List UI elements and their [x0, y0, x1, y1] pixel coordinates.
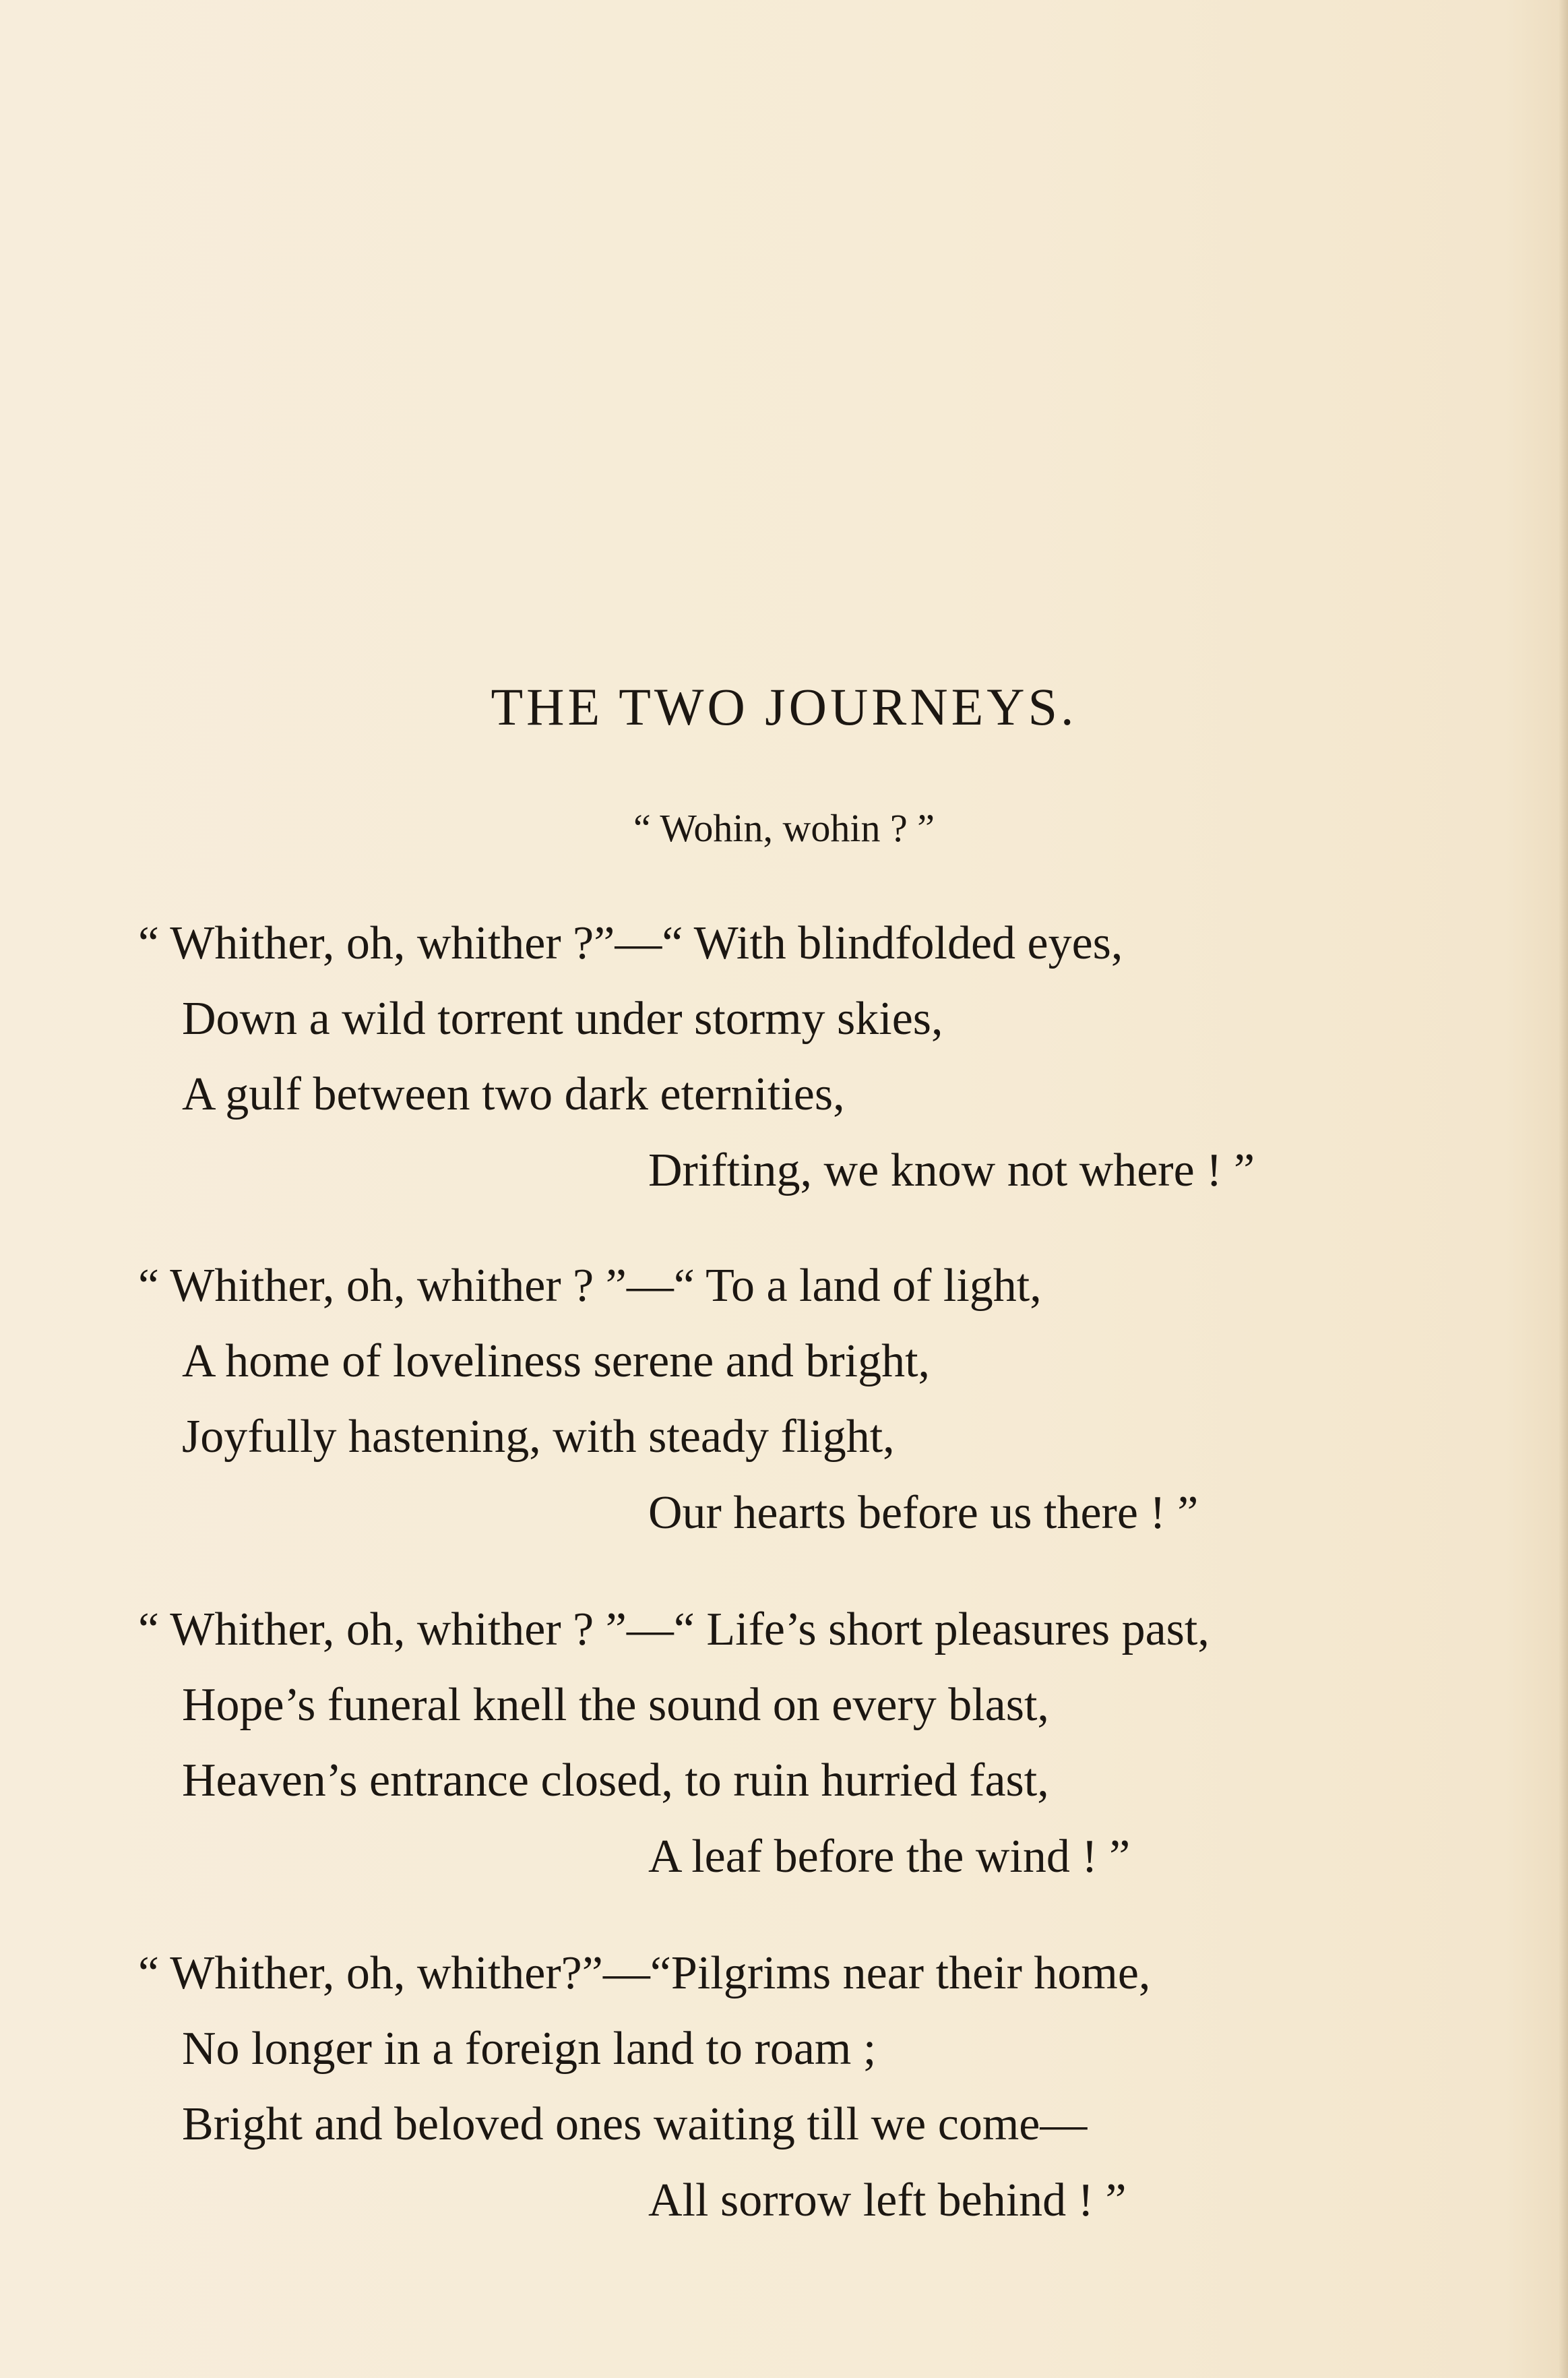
stanza-4-line-2: No longer in a foreign land to roam ;	[182, 2023, 877, 2075]
stanza-2-line-3: Joyfully hastening, with steady flight,	[182, 1411, 895, 1463]
stanza-1-line-3: A gulf between two dark eternities,	[182, 1068, 845, 1120]
stanza-2-line-2: A home of loveliness serene and bright,	[182, 1335, 931, 1387]
stanza-4-line-1: “ Whither, oh, whither?”—“Pilgrims near their home,	[138, 1947, 1151, 1999]
stanza-1-line-4: Drifting, we know not where ! ”	[648, 1145, 1255, 1196]
stanza-3-line-2: Hope’s funeral knell the sound on every blast,	[182, 1679, 1049, 1731]
stanza-3-line-3: Heaven’s entrance closed, to ruin hurried fast,	[182, 1755, 1049, 1806]
stanza-2-line-4: Our hearts before us there ! ”	[648, 1487, 1199, 1539]
page-edge-shadow	[1559, 0, 1568, 2378]
stanza-1-line-1: “ Whither, oh, whither ?”—“ With blindfolded eyes,	[138, 917, 1123, 969]
stanza-4-line-3: Bright and beloved ones waiting till we come—	[182, 2098, 1088, 2150]
stanza-2-line-1: “ Whither, oh, whither ? ”—“ To a land of light,	[138, 1260, 1042, 1312]
stanza-3-line-1: “ Whither, oh, whither ? ”—“ Life’s short pleasures past,	[138, 1604, 1210, 1655]
stanza-1-line-2: Down a wild torrent under stormy skies,	[182, 993, 943, 1045]
poem-epigraph: “ Wohin, wohin ? ”	[633, 806, 935, 850]
stanza-3-line-4: A leaf before the wind ! ”	[648, 1831, 1131, 1883]
stanza-4-line-4: All sorrow left behind ! ”	[648, 2174, 1127, 2226]
poem-title: THE TWO JOURNEYS.	[491, 677, 1077, 736]
